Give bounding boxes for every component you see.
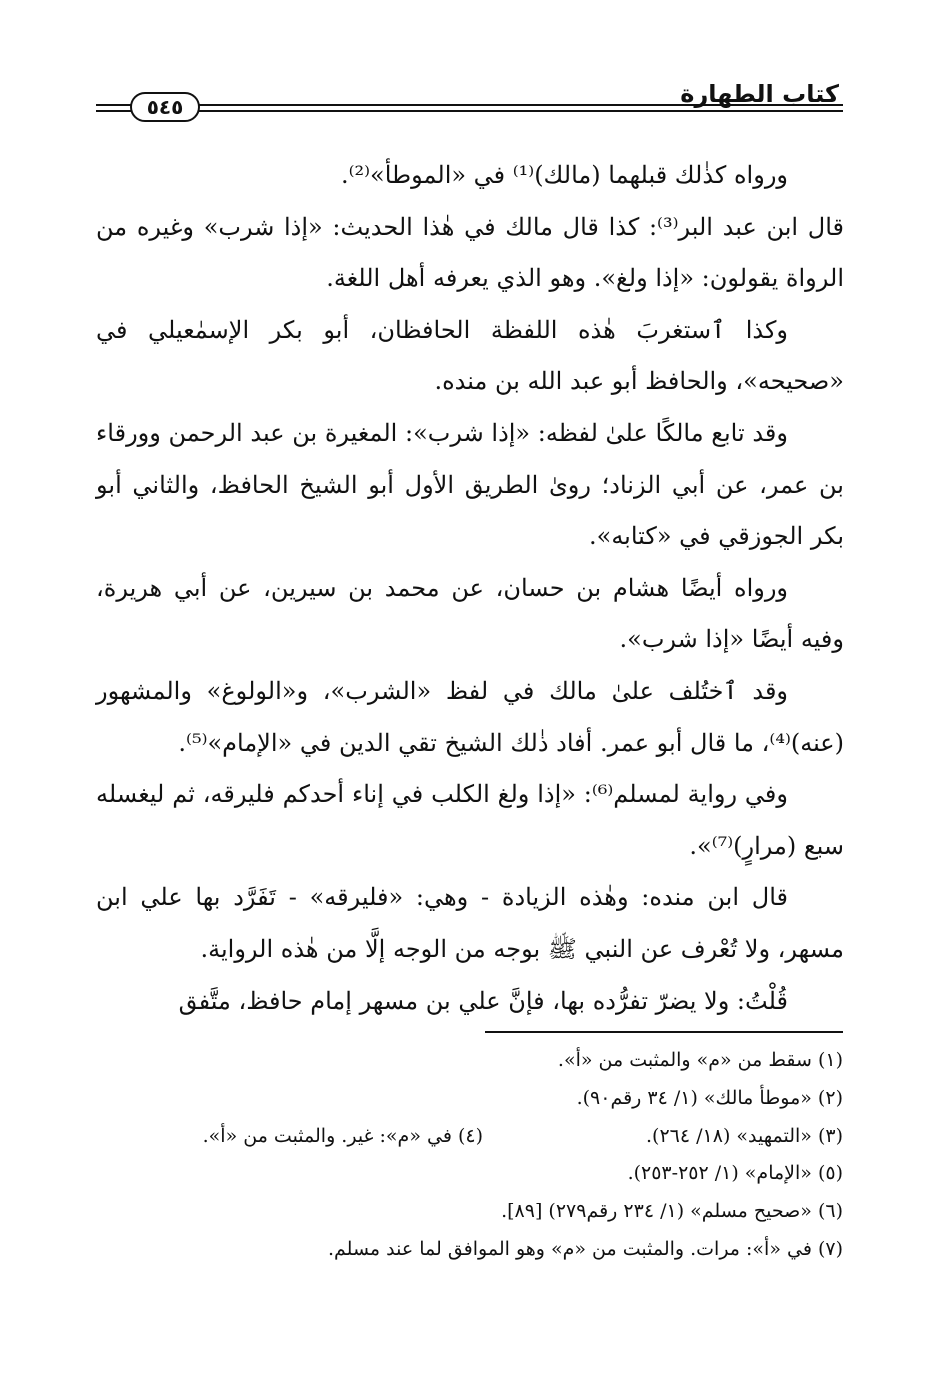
header-rule-left	[96, 104, 134, 106]
footnote: (٥) «الإمام» (١/ ٢٥٢-٢٥٣).	[627, 1162, 843, 1185]
paragraph: وقد تابع مالكًا علىٰ لفظه: «إذا شرب»: المغيرة بن عبد الرحمن وورقاء بن عمر، عن أبي الزناد؛ روىٰ الطريق الأول أبو الشيخ الحافظ، والثاني أبو بكر الجوزقي في «كتابه».	[96, 418, 844, 551]
header-rule-right	[196, 110, 843, 112]
footnote: (٢) «موطأ مالك» (١/ ٣٤ رقم٩٠).	[576, 1086, 843, 1109]
footnote: (٦) «صحيح مسلم» (١/ ٢٣٤ رقم٢٧٩) [٨٩].	[501, 1200, 843, 1223]
main-text	[96, 150, 844, 1027]
paragraph: قال ابن عبد البر⁽³⁾: كذا قال مالك في هٰذا الحديث: «إذا شرب» وغيره من الرواة يقولون: «إذا ولغ». وهو الذي يعرفه أهل اللغة.	[96, 212, 845, 293]
footnote-row	[150, 1118, 843, 1156]
footnote: (١) سقط من «م» والمثبت من «أ».	[557, 1049, 843, 1071]
footnote: (٣) «التمهيد» (١٨/ ٢٦٤).	[646, 1124, 843, 1147]
footnote-separator	[485, 1031, 843, 1033]
paragraph: ورواه كذٰلك قبلهما (مالك)⁽¹⁾ في «الموطأ»⁽²⁾.	[340, 161, 788, 189]
paragraph: قال ابن منده: وهٰذه الزيادة - وهي: «فليرقه» - تَفَرَّد بها علي ابن مسهر، ولا تُعْرف عن النبي ﷺ بوجه من الوجه إلَّا من هٰذه الرواية.	[96, 883, 844, 963]
footnote: (٤) في «م»: غير. والمثبت من «أ».	[202, 1124, 483, 1147]
paragraph: وكذا ٱستغربَ هٰذه اللفظة الحافظان، أبو بكر الإسمٰعيلي في «صحيحه»، والحافظ أبو عبد الله بن منده.	[96, 315, 844, 396]
footnote: (٧) في «أ»: مرات. والمثبت من «م» وهو الموافق لما عند مسلم.	[328, 1237, 843, 1260]
book-title: كتاب الطهارة	[680, 80, 839, 108]
paragraph: وقد ٱختُلف علىٰ مالك في لفظ «الشرب»، و«الولوغ» والمشهور (عنه)⁽⁴⁾، ما قال أبو عمر. أفاد ذٰلك الشيخ تقي الدين في «الإمام»⁽⁵⁾.	[96, 676, 844, 757]
page-number: ٥٤٥	[130, 92, 200, 122]
header-rule-left	[96, 110, 134, 112]
paragraph: وفي رواية لمسلم⁽⁶⁾: «إذا ولغ الكلب في إناء أحدكم فليرقه، ثم ليغسله سبع (مرارٍ)⁽⁷⁾».	[96, 780, 844, 860]
footnotes	[150, 1042, 843, 1269]
paragraph: ورواه أيضًا هشام بن حسان، عن محمد بن سيرين، عن أبي هريرة، وفيه أيضًا «إذا شرب».	[96, 573, 844, 654]
paragraph: قُلْتُ: ولا يضرّ تفرُّده بها، فإنَّ علي بن مسهر إمام حافظ، متَّفق	[178, 986, 788, 1015]
running-header	[0, 0, 939, 130]
header-rule-right	[196, 104, 843, 106]
